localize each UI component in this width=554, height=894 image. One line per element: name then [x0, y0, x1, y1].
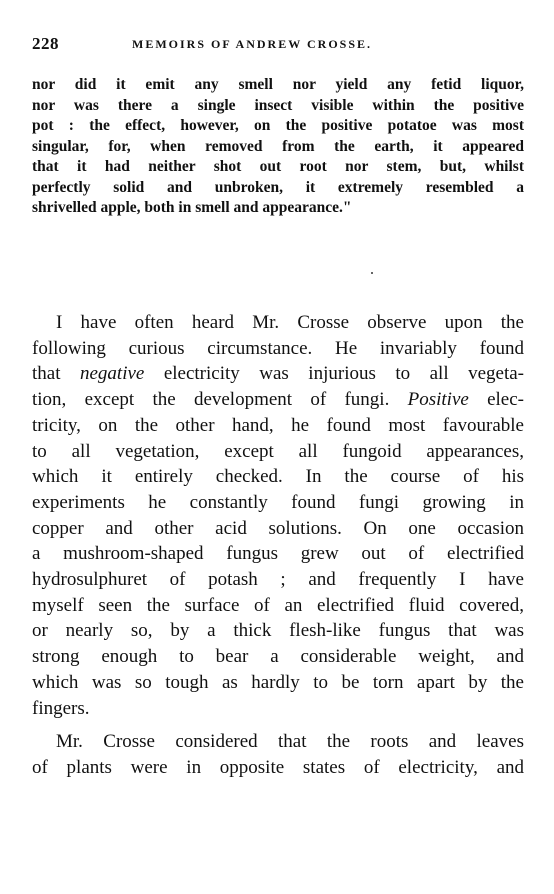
page-header	[32, 34, 534, 56]
text-line: following curious circumstance. He invariably found	[32, 337, 524, 359]
text-fragment: that	[32, 363, 80, 385]
quoted-passage	[32, 75, 524, 219]
page-number: 228	[32, 34, 59, 53]
text-line: hydrosulphuret of potash ; and frequently I have	[32, 569, 524, 591]
quote-line: perfectly solid and unbroken, it extremely resembled a	[32, 178, 524, 196]
text-line: I have often heard Mr. Crosse observe upon the	[56, 312, 524, 333]
quote-line: pot : the effect, however, on the positive potatoe was most	[32, 117, 524, 134]
print-speck	[371, 272, 373, 274]
text-line: fingers.	[32, 697, 90, 719]
text-line	[32, 361, 524, 387]
text-line: or nearly so, by a thick flesh-like fungus that was	[32, 620, 524, 642]
text-line: which it entirely checked. In the course of his	[32, 466, 524, 488]
text-line: copper and other acid solutions. On one occasion	[32, 517, 524, 539]
running-head: MEMOIRS OF ANDREW CROSSE.	[132, 37, 373, 51]
emphasis-negative: negative	[79, 363, 145, 385]
text-fragment: tion, except the development of fungi.	[32, 389, 408, 411]
text-fragment: electricity was injurious to all vegeta-	[144, 363, 524, 385]
text-line: to all vegetation, except all fungoid appearances,	[32, 440, 524, 462]
text-line: of plants were in opposite states of electricity, and	[32, 756, 524, 778]
quote-line: shrivelled apple, both in smell and appearance."	[32, 199, 352, 216]
text-line: myself seen the surface of an electrified fluid covered,	[32, 594, 524, 616]
emphasis-positive: Positive	[407, 389, 469, 411]
text-line: which was so tough as hardly to be torn apart by the	[32, 671, 524, 693]
paragraph	[32, 729, 524, 780]
quote-line: nor did it emit any smell nor yield any fetid liquor,	[32, 76, 524, 93]
text-line	[32, 387, 524, 413]
text-line: strong enough to bear a considerable weight, and	[32, 646, 524, 668]
text-line: a mushroom-shaped fungus grew out of electrified	[32, 543, 524, 565]
body-text	[32, 310, 524, 781]
quote-line: nor was there a single insect visible within the positive	[32, 96, 524, 114]
quote-line: singular, for, when removed from the earth, it appeared	[32, 137, 524, 155]
text-line: experiments he constantly found fungi growing in	[32, 491, 524, 513]
paragraph	[32, 310, 524, 721]
quote-line: that it had neither shot out root nor stem, but, whilst	[32, 158, 524, 175]
text-fragment: elec-	[468, 389, 524, 411]
text-line: Mr. Crosse considered that the roots and leaves	[56, 731, 524, 753]
text-line: tricity, on the other hand, he found most favourable	[32, 414, 524, 436]
